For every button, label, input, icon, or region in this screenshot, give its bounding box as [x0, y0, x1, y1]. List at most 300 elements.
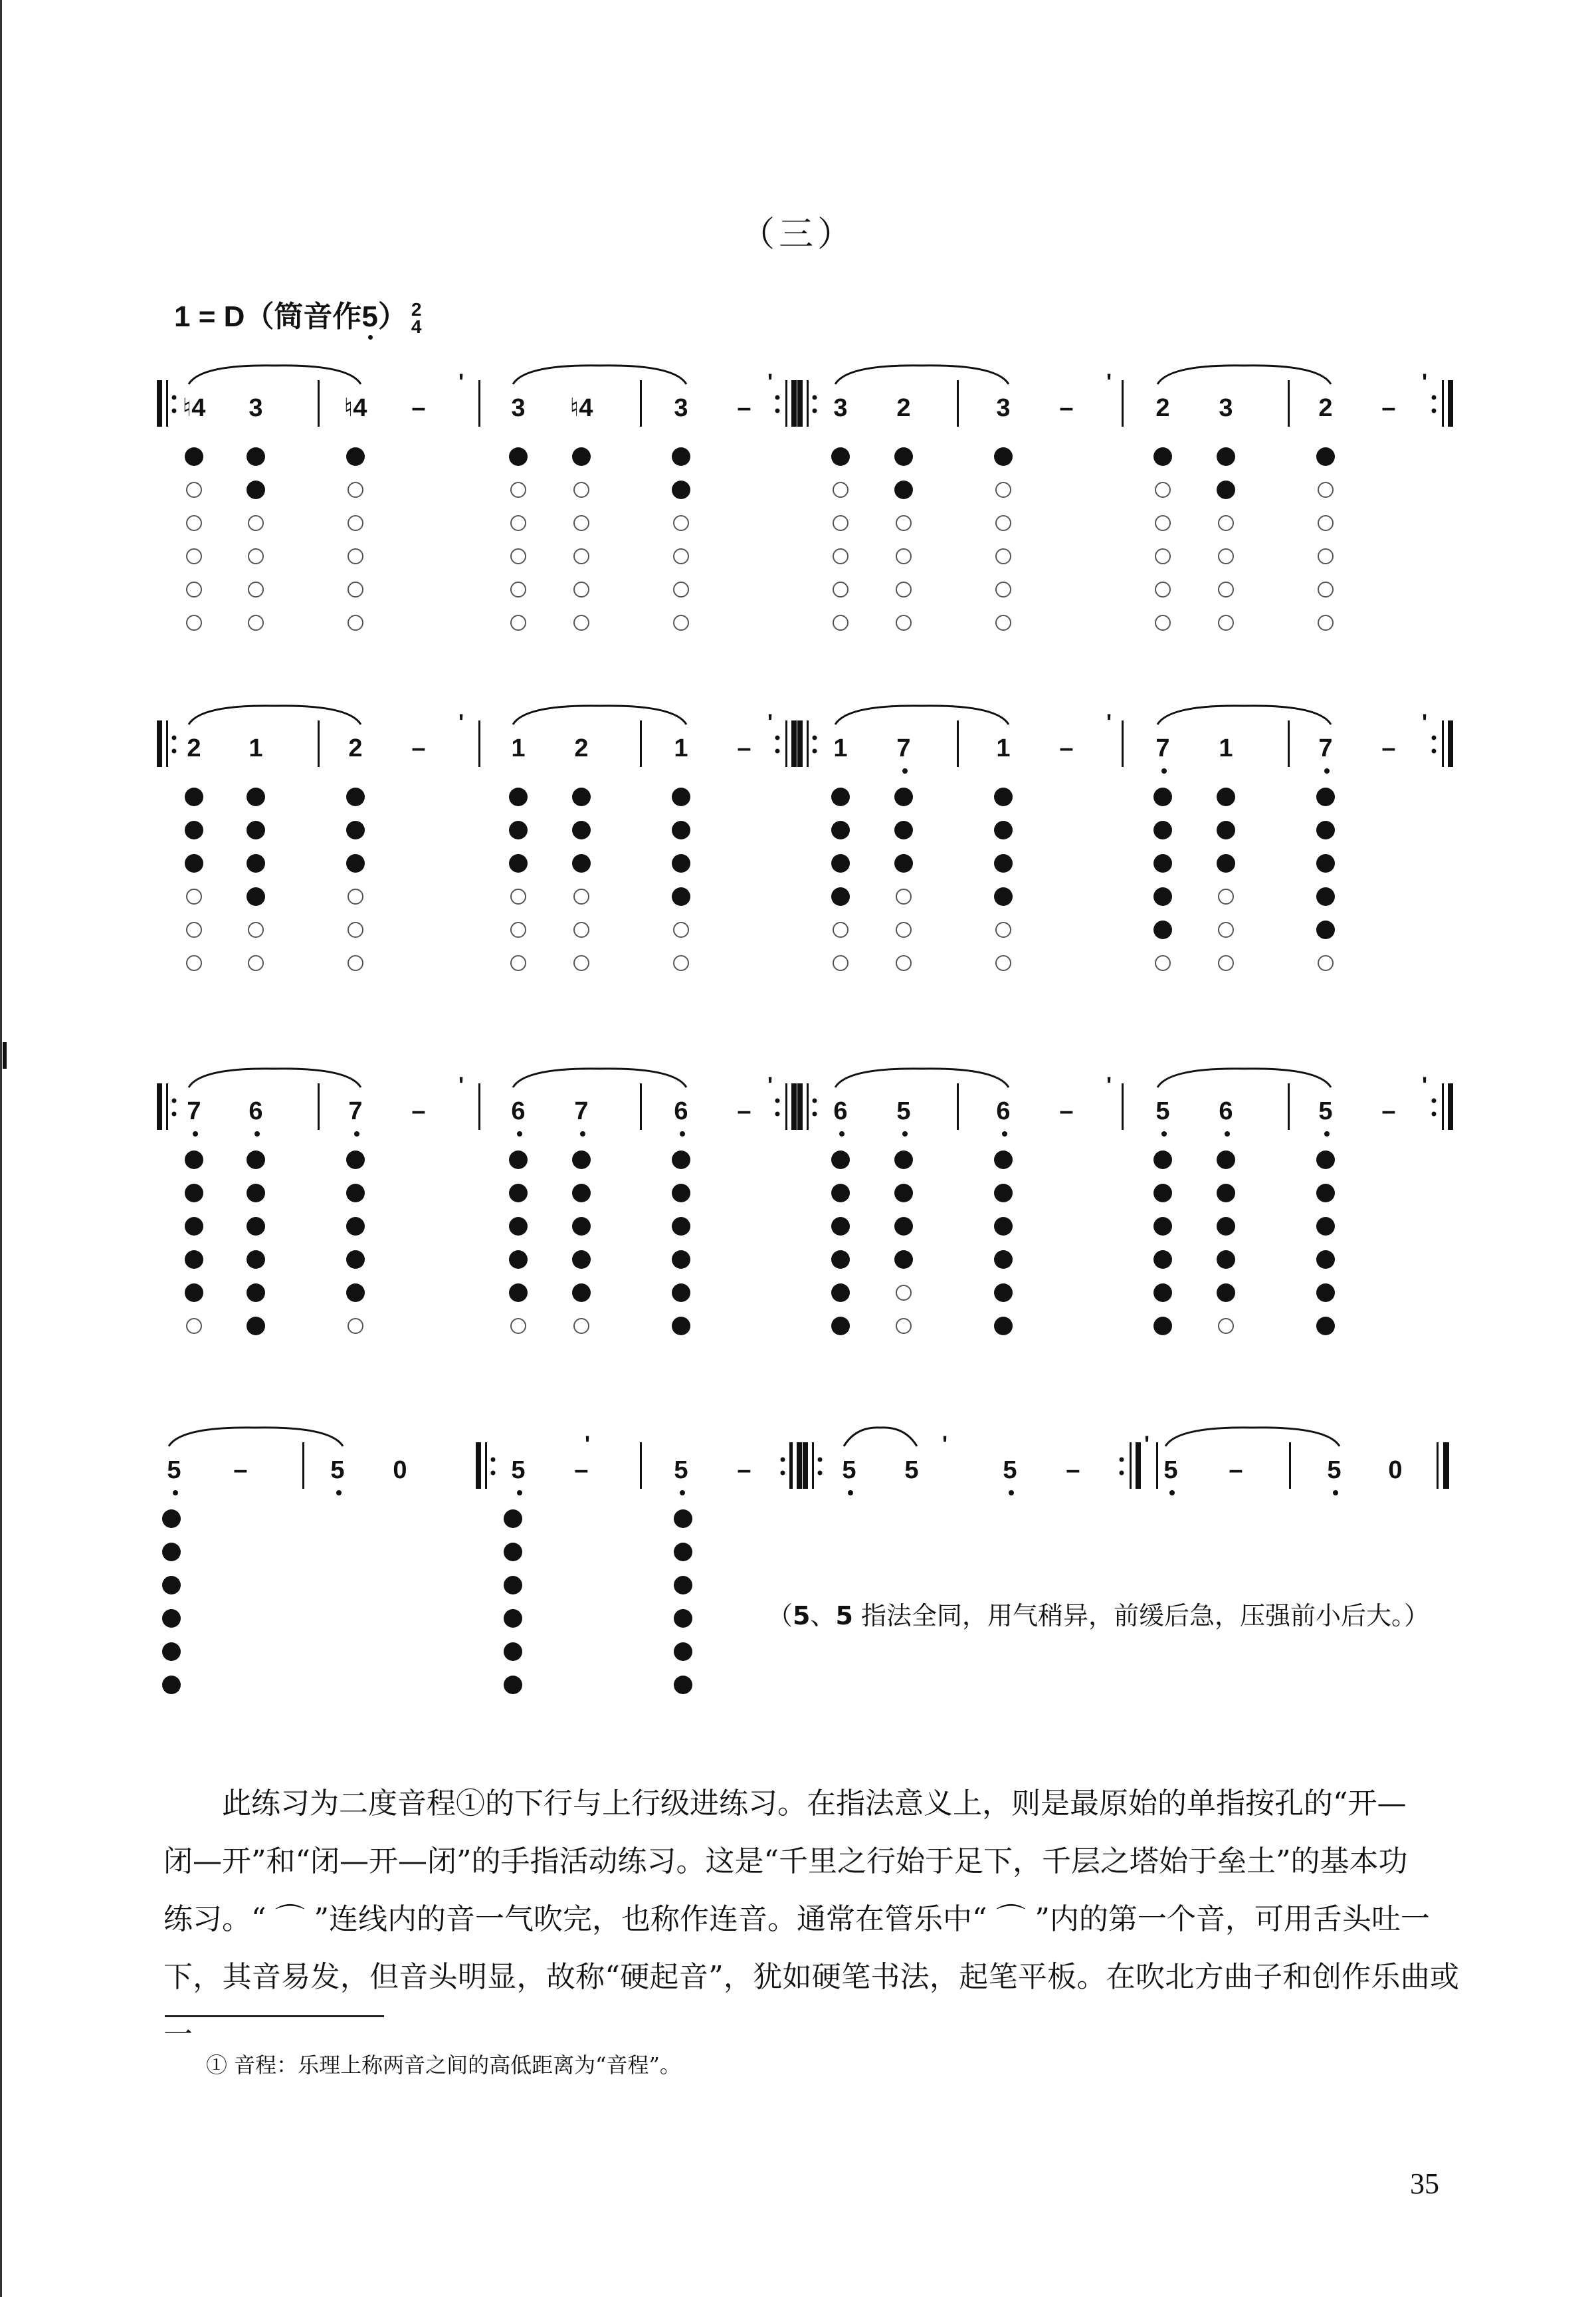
barline-r3-3 — [640, 1083, 642, 1130]
finger-hole-r2-c4-h2 — [509, 821, 528, 839]
finger-hole-r3-c10-h4 — [1153, 1250, 1172, 1269]
finger-hole-r3-c1-h2 — [185, 1184, 203, 1202]
finger-hole-r4-c2-h6 — [504, 1676, 522, 1694]
low-dot-r2-13 — [1161, 768, 1167, 774]
note-r2-14: 1 — [1219, 734, 1233, 762]
finger-hole-r3-c5-h2 — [572, 1184, 591, 1202]
finger-hole-r1-c1-h2 — [187, 483, 201, 497]
finger-hole-r1-c9-h1 — [994, 447, 1013, 466]
note-r4-14: – — [1229, 1456, 1243, 1484]
repeat-start-thin-3-2 — [812, 1442, 814, 1489]
finger-hole-r3-c3-h5 — [346, 1283, 365, 1302]
finger-hole-r2-c3-h1 — [346, 788, 365, 806]
finger-hole-r4-c2-h2 — [504, 1543, 522, 1561]
finger-hole-r2-c5-h1 — [572, 788, 591, 806]
repeat-end-dot-1-1a — [775, 736, 780, 740]
note-r1-4: – — [411, 394, 426, 422]
footnote-rule — [165, 2015, 384, 2017]
finger-hole-r2-c1-h6 — [187, 956, 201, 970]
finger-hole-r2-c11-h3 — [1217, 854, 1235, 873]
finger-hole-r2-c12-h4 — [1316, 887, 1335, 906]
finger-hole-r1-c3-h1 — [346, 447, 365, 466]
barline-r2-6 — [1288, 720, 1290, 767]
repeat-end-thin-3-1 — [791, 1442, 793, 1489]
repeat-end-thick-2-2 — [1448, 1083, 1453, 1130]
paragraph-line-4: 下，其音易发，但音头明显，故称“硬起音”，犹如硬笔书法，起笔平板。在吹北方曲子和创作乐曲或一 — [163, 1960, 1459, 2052]
barline-r3-2 — [478, 1083, 480, 1130]
finger-hole-r3-c1-h1 — [185, 1150, 203, 1169]
finger-hole-r1-c2-h5 — [249, 582, 263, 597]
barline-r2-4 — [957, 720, 959, 767]
finger-hole-r2-c4-h3 — [509, 854, 528, 873]
finger-hole-r2-c11-h1 — [1217, 788, 1235, 806]
finger-hole-r3-c6-h3 — [672, 1217, 690, 1236]
note-r3-9: 6 — [833, 1097, 848, 1125]
finger-hole-r3-c9-h2 — [994, 1184, 1013, 1202]
slur-r3-3 — [835, 1069, 1009, 1087]
note-r3-12: – — [1059, 1097, 1074, 1125]
repeat-end-thin-1-1 — [785, 720, 787, 767]
note-r3-5: 6 — [511, 1097, 526, 1125]
note-r3-2: 6 — [249, 1097, 263, 1125]
finger-hole-r2-c12-h5 — [1316, 921, 1335, 939]
repeat-end-thick-1-2 — [1448, 720, 1453, 767]
low-dot-r4-5 — [517, 1490, 522, 1495]
finger-hole-r1-c1-h4 — [187, 549, 201, 564]
finger-hole-r3-c2-h3 — [247, 1217, 265, 1236]
finger-hole-r2-c2-h5 — [249, 923, 263, 937]
note-r3-16: – — [1381, 1097, 1396, 1125]
repeat-dot-2-1a — [172, 1099, 177, 1103]
finger-hole-r2-c5-h5 — [574, 923, 589, 937]
repeat-dot-2-2b — [813, 1112, 817, 1117]
finger-hole-r1-c6-h5 — [674, 582, 688, 597]
finger-hole-r2-c7-h2 — [831, 821, 850, 839]
barline-r3-6 — [1288, 1083, 1290, 1130]
breath-mark-r3-2: ' — [767, 1073, 773, 1098]
finger-hole-r2-c4-h5 — [511, 923, 526, 937]
repeat-end-dot-1-1b — [775, 749, 780, 754]
finger-hole-r1-c7-h4 — [833, 549, 848, 564]
finger-hole-r1-c4-h3 — [511, 516, 526, 530]
note-r2-4: – — [411, 734, 426, 762]
barline-r4-2 — [640, 1442, 642, 1489]
finger-hole-r2-c6-h3 — [672, 854, 690, 873]
finger-hole-r2-c3-h2 — [346, 821, 365, 839]
slur-r3-1 — [189, 1069, 361, 1087]
finger-hole-r2-c1-h4 — [187, 889, 201, 904]
finger-hole-r1-c12-h2 — [1318, 483, 1333, 497]
finger-hole-r1-c10-h3 — [1155, 516, 1170, 530]
note-r2-5: 1 — [511, 734, 526, 762]
note-r3-15: 5 — [1318, 1097, 1333, 1125]
low-dot-r3-11 — [1002, 1131, 1007, 1137]
finger-hole-r3-c9-h1 — [994, 1150, 1013, 1169]
slur-r1-1 — [189, 366, 361, 384]
time-top: 2 — [411, 299, 422, 320]
repeat-start-thick-1-2 — [797, 720, 803, 767]
finger-hole-r1-c9-h6 — [996, 615, 1011, 630]
note-r3-4: – — [411, 1097, 426, 1125]
finger-hole-r3-c5-h5 — [572, 1283, 591, 1302]
finger-hole-r1-c3-h5 — [348, 582, 363, 597]
low-dot-r3-7 — [680, 1131, 685, 1137]
repeat-start-thin-2-2 — [807, 1083, 809, 1130]
finger-hole-r1-c10-h6 — [1155, 615, 1170, 630]
finger-hole-r3-c4-h5 — [509, 1283, 528, 1302]
note-r2-9: 1 — [833, 734, 848, 762]
repeat-end-thick-3-2 — [1136, 1442, 1141, 1489]
finger-hole-r2-c8-h3 — [894, 854, 913, 873]
finger-hole-r2-c1-h1 — [185, 788, 203, 806]
finger-hole-r1-c11-h5 — [1219, 582, 1233, 597]
finger-hole-r1-c8-h4 — [896, 549, 911, 564]
slur-r4-3 — [1165, 1428, 1340, 1446]
repeat-start-thin-0-1 — [166, 380, 168, 427]
finger-hole-r2-c7-h6 — [833, 956, 848, 970]
finger-hole-r2-c4-h6 — [511, 956, 526, 970]
finger-hole-r2-c10-h4 — [1153, 887, 1172, 906]
finger-hole-r4-c3-h6 — [674, 1676, 692, 1694]
finger-hole-r3-c10-h6 — [1153, 1317, 1172, 1335]
finger-hole-r3-c4-h4 — [509, 1250, 528, 1269]
finger-hole-r3-c8-h5 — [896, 1285, 911, 1300]
finger-hole-r4-c2-h3 — [504, 1576, 522, 1594]
finger-hole-r2-c8-h6 — [896, 956, 911, 970]
note-r4-11: 5 — [1003, 1456, 1017, 1484]
finger-hole-r2-c2-h6 — [249, 956, 263, 970]
repeat-end-thin-0-1 — [785, 380, 787, 427]
finger-hole-r3-c11-h4 — [1217, 1250, 1235, 1269]
finger-hole-r1-c9-h2 — [996, 483, 1011, 497]
finger-hole-r1-c9-h4 — [996, 549, 1011, 564]
repeat-dot-3-1b — [491, 1471, 496, 1476]
finger-hole-r2-c1-h5 — [187, 923, 201, 937]
note-r4-6: – — [574, 1456, 589, 1484]
repeat-dot-0-1a — [172, 395, 177, 400]
finger-hole-r1-c1-h3 — [187, 516, 201, 530]
finger-hole-r2-c8-h4 — [896, 889, 911, 904]
finger-hole-r1-c6-h4 — [674, 549, 688, 564]
low-dot-r2-15 — [1324, 768, 1330, 774]
finger-hole-r3-c5-h4 — [572, 1250, 591, 1269]
note-r1-8: – — [737, 394, 751, 422]
note-tone-1: 5 — [793, 1601, 811, 1630]
finger-hole-r2-c3-h6 — [348, 956, 363, 970]
finger-hole-r4-c3-h3 — [674, 1576, 692, 1594]
finger-hole-r3-c2-h5 — [247, 1283, 265, 1302]
barline-r2-1 — [318, 720, 320, 767]
note-r3-11: 6 — [996, 1097, 1011, 1125]
footnote: ① 音程：乐理上称两音之间的高低距离为“音程”。 — [206, 2052, 681, 2078]
low-dot-r3-2 — [254, 1131, 260, 1137]
breath-mark-r1-3: ' — [1106, 370, 1112, 395]
finger-hole-r3-c8-h1 — [894, 1150, 913, 1169]
repeat-end-dot-0-2a — [1432, 395, 1437, 400]
slur-r2-3 — [835, 706, 1009, 724]
note-r2-15: 7 — [1318, 734, 1333, 762]
finger-hole-r3-c1-h4 — [185, 1250, 203, 1269]
finger-hole-r1-c5-h1 — [572, 447, 591, 466]
repeat-end-thick-0-2 — [1448, 380, 1453, 427]
note-r1-16: – — [1381, 394, 1396, 422]
breath-mark-r2-4: ' — [1422, 710, 1428, 735]
note-r3-3: 7 — [348, 1097, 363, 1125]
low-dot-r3-9 — [839, 1131, 845, 1137]
finger-hole-r4-c1-h6 — [162, 1676, 181, 1694]
finger-hole-r2-c6-h1 — [672, 788, 690, 806]
note-r3-13: 5 — [1155, 1097, 1170, 1125]
repeat-end-thin-1-2 — [1442, 720, 1444, 767]
breath-mark-r3-1: ' — [458, 1073, 464, 1098]
section-title: （三） — [740, 216, 856, 254]
finger-hole-r1-c8-h1 — [894, 447, 913, 466]
repeat-start-thin-0-2 — [807, 380, 809, 427]
note-r1-12: – — [1059, 394, 1074, 422]
note-r1-14: 3 — [1219, 394, 1233, 422]
barline-r1-4 — [957, 380, 959, 427]
finger-hole-r1-c12-h5 — [1318, 582, 1333, 597]
finger-hole-r4-c1-h1 — [162, 1509, 181, 1528]
breath-mark-r3-4: ' — [1422, 1073, 1428, 1098]
finger-hole-r3-c10-h5 — [1153, 1283, 1172, 1302]
key-prefix: 1 = D（筒音作 — [174, 300, 362, 333]
finger-hole-r2-c9-h5 — [996, 923, 1011, 937]
note-r2-11: 1 — [996, 734, 1011, 762]
finger-hole-r3-c5-h6 — [574, 1319, 589, 1333]
finger-hole-r2-c9-h2 — [994, 821, 1013, 839]
finger-hole-r4-c3-h5 — [674, 1642, 692, 1661]
finger-hole-r1-c4-h6 — [511, 615, 526, 630]
finger-hole-r2-c7-h4 — [831, 887, 850, 906]
finger-hole-r2-c5-h3 — [572, 854, 591, 873]
finger-hole-r3-c12-h2 — [1316, 1184, 1335, 1202]
finger-hole-r1-c2-h3 — [249, 516, 263, 530]
note-r3-14: 6 — [1219, 1097, 1233, 1125]
note-r2-7: 1 — [674, 734, 688, 762]
finger-hole-r2-c11-h4 — [1219, 889, 1233, 904]
note-r3-10: 5 — [896, 1097, 911, 1125]
note-r2-16: – — [1381, 734, 1396, 762]
breath-mark-r2-1: ' — [458, 710, 464, 735]
repeat-start-thin-3-1 — [485, 1442, 487, 1489]
repeat-end-dot-3-1b — [781, 1471, 785, 1476]
repeat-start-thin-1-1 — [166, 720, 168, 767]
note-r1-13: 2 — [1155, 394, 1170, 422]
finger-hole-r3-c6-h5 — [672, 1283, 690, 1302]
time-bottom: 4 — [411, 316, 422, 338]
final-thick — [1443, 1442, 1449, 1489]
barline-r1-3 — [640, 380, 642, 427]
repeat-end-dot-2-1b — [775, 1112, 780, 1117]
finger-hole-r2-c2-h3 — [247, 854, 265, 873]
finger-hole-r2-c12-h6 — [1318, 956, 1333, 970]
finger-hole-r3-c3-h4 — [346, 1250, 365, 1269]
finger-hole-r1-c7-h5 — [833, 582, 848, 597]
finger-hole-r2-c7-h3 — [831, 854, 850, 873]
finger-hole-r1-c8-h2 — [894, 481, 913, 499]
note-r1-15: 2 — [1318, 394, 1333, 422]
note-r4-1: 5 — [167, 1456, 181, 1484]
repeat-end-thin-2-1 — [785, 1083, 787, 1130]
finger-hole-r1-c11-h2 — [1217, 481, 1235, 499]
repeat-end-dot-3-1a — [781, 1458, 785, 1462]
finger-hole-r1-c12-h4 — [1318, 549, 1333, 564]
finger-hole-r3-c12-h1 — [1316, 1150, 1335, 1169]
finger-hole-r1-c9-h5 — [996, 582, 1011, 597]
finger-hole-r3-c2-h2 — [247, 1184, 265, 1202]
finger-hole-r3-c12-h5 — [1316, 1283, 1335, 1302]
finger-hole-r3-c5-h1 — [572, 1150, 591, 1169]
low-dot-r4-3 — [336, 1490, 342, 1495]
note-r1-5: 3 — [511, 394, 526, 422]
note-r2-10: 7 — [896, 734, 911, 762]
finger-hole-r4-c1-h3 — [162, 1576, 181, 1594]
finger-hole-r3-c9-h3 — [994, 1217, 1013, 1236]
note-r4-12: – — [1066, 1456, 1080, 1484]
finger-hole-r3-c7-h2 — [831, 1184, 850, 1202]
finger-hole-r1-c7-h2 — [833, 483, 848, 497]
finger-hole-r1-c7-h6 — [833, 615, 848, 630]
finger-hole-r1-c5-h4 — [574, 549, 589, 564]
finger-hole-r3-c6-h1 — [672, 1150, 690, 1169]
finger-hole-r2-c9-h6 — [996, 956, 1011, 970]
repeat-start-thick-0-2 — [797, 380, 803, 427]
low-dot-r4-13 — [1169, 1490, 1175, 1495]
repeat-end-thick-1-1 — [791, 720, 797, 767]
repeat-end-thin-3-2 — [1130, 1442, 1132, 1489]
barline-r2-2 — [478, 720, 480, 767]
finger-hole-r3-c8-h3 — [894, 1217, 913, 1236]
repeat-start-thick-3-2 — [803, 1442, 808, 1489]
repeat-start-thick-1-1 — [157, 720, 162, 767]
low-dot-r3-1 — [193, 1131, 198, 1137]
breath-mark-r4-1: ' — [585, 1432, 591, 1457]
repeat-end-thick-3-1 — [797, 1442, 802, 1489]
repeat-end-dot-2-1a — [775, 1099, 780, 1103]
finger-hole-r2-c12-h3 — [1316, 854, 1335, 873]
key-suffix: ） — [377, 300, 407, 333]
breath-mark-r2-3: ' — [1106, 710, 1112, 735]
note-r2-13: 7 — [1155, 734, 1170, 762]
repeat-dot-3-2a — [818, 1458, 823, 1462]
finger-hole-r2-c9-h4 — [994, 887, 1013, 906]
finger-hole-r2-c1-h3 — [185, 854, 203, 873]
barline-r4-5 — [1289, 1442, 1291, 1489]
repeat-dot-2-1b — [172, 1112, 177, 1117]
breath-mark-r4-3: ' — [1144, 1432, 1150, 1457]
barline-r4-4 — [1156, 1442, 1158, 1489]
finger-hole-r1-c6-h3 — [674, 516, 688, 530]
repeat-end-dot-0-2b — [1432, 409, 1437, 413]
finger-hole-r2-c7-h1 — [831, 788, 850, 806]
page-number: 35 — [1410, 2167, 1439, 2200]
note-r4-2: – — [233, 1456, 248, 1484]
note-sep: 、 — [810, 1601, 836, 1630]
finger-hole-r3-c9-h4 — [994, 1250, 1013, 1269]
barline-r2-5 — [1122, 720, 1124, 767]
repeat-dot-1-2b — [813, 749, 817, 754]
finger-hole-r1-c4-h1 — [509, 447, 528, 466]
note-r1-11: 3 — [996, 394, 1011, 422]
finger-hole-r1-c1-h5 — [187, 582, 201, 597]
final-thin — [1437, 1442, 1439, 1489]
finger-hole-r2-c2-h1 — [247, 788, 265, 806]
finger-hole-r2-c6-h2 — [672, 821, 690, 839]
finger-hole-r2-c10-h5 — [1153, 921, 1172, 939]
finger-hole-r2-c8-h2 — [894, 821, 913, 839]
barline-r3-1 — [318, 1083, 320, 1130]
repeat-end-thin-0-2 — [1442, 380, 1444, 427]
finger-hole-r2-c3-h5 — [348, 923, 363, 937]
finger-hole-r1-c9-h3 — [996, 516, 1011, 530]
low-dot-r4-9 — [848, 1490, 853, 1495]
finger-hole-r1-c8-h3 — [896, 516, 911, 530]
barline-r1-6 — [1288, 380, 1290, 427]
finger-hole-r3-c6-h6 — [672, 1317, 690, 1335]
finger-hole-r2-c10-h3 — [1153, 854, 1172, 873]
repeat-end-dot-2-2b — [1432, 1112, 1437, 1117]
breath-mark-r1-4: ' — [1422, 370, 1428, 395]
finger-hole-r3-c11-h6 — [1219, 1319, 1233, 1333]
barline-r3-4 — [957, 1083, 959, 1130]
repeat-dot-3-2b — [818, 1471, 823, 1476]
finger-hole-r2-c5-h2 — [572, 821, 591, 839]
low-dot-r4-11 — [1009, 1490, 1014, 1495]
finger-hole-r1-c12-h3 — [1318, 516, 1333, 530]
finger-hole-r2-c8-h5 — [896, 923, 911, 937]
note-r1-6: ♮4 — [569, 394, 593, 422]
finger-hole-r1-c11-h4 — [1219, 549, 1233, 564]
finger-hole-r2-c5-h6 — [574, 956, 589, 970]
slur-r1-2 — [513, 366, 686, 384]
low-dot-r4-1 — [173, 1490, 178, 1495]
finger-hole-r3-c4-h3 — [509, 1217, 528, 1236]
finger-hole-r2-c2-h4 — [247, 887, 265, 906]
note-r1-3: ♮4 — [344, 394, 367, 422]
slur-r1-4 — [1157, 366, 1331, 384]
low-dot-r3-3 — [354, 1131, 359, 1137]
finger-hole-r2-c11-h5 — [1219, 923, 1233, 937]
finger-hole-r2-c10-h6 — [1155, 956, 1170, 970]
finger-hole-r2-c7-h5 — [833, 923, 848, 937]
slur-r1-3 — [835, 366, 1009, 384]
key-tone: 5 — [361, 300, 378, 333]
finger-hole-r3-c8-h4 — [894, 1250, 913, 1269]
finger-hole-r4-c1-h5 — [162, 1642, 181, 1661]
note-rest: 指法全同，用气稍异，前缓后急，压强前小后大。） — [852, 1601, 1430, 1630]
finger-hole-r3-c1-h5 — [185, 1283, 203, 1302]
finger-hole-r3-c7-h3 — [831, 1217, 850, 1236]
finger-hole-r3-c5-h3 — [572, 1217, 591, 1236]
note-r4-10: 5 — [904, 1456, 919, 1484]
repeat-dot-0-1b — [172, 409, 177, 413]
repeat-dot-1-2a — [813, 736, 817, 740]
note-r4-7: 5 — [674, 1456, 688, 1484]
finger-hole-r4-c2-h5 — [504, 1642, 522, 1661]
finger-hole-r1-c10-h1 — [1153, 447, 1172, 466]
finger-hole-r3-c7-h4 — [831, 1250, 850, 1269]
barline-r4-1 — [302, 1442, 304, 1489]
low-dot-r3-10 — [902, 1131, 908, 1137]
low-dot-r4-7 — [680, 1490, 685, 1495]
finger-hole-r3-c9-h6 — [994, 1317, 1013, 1335]
finger-hole-r1-c6-h6 — [674, 615, 688, 630]
finger-hole-r1-c2-h6 — [249, 615, 263, 630]
breath-mark-r3-3: ' — [1106, 1073, 1112, 1098]
finger-hole-r1-c11-h6 — [1219, 615, 1233, 630]
finger-hole-r3-c2-h4 — [247, 1250, 265, 1269]
